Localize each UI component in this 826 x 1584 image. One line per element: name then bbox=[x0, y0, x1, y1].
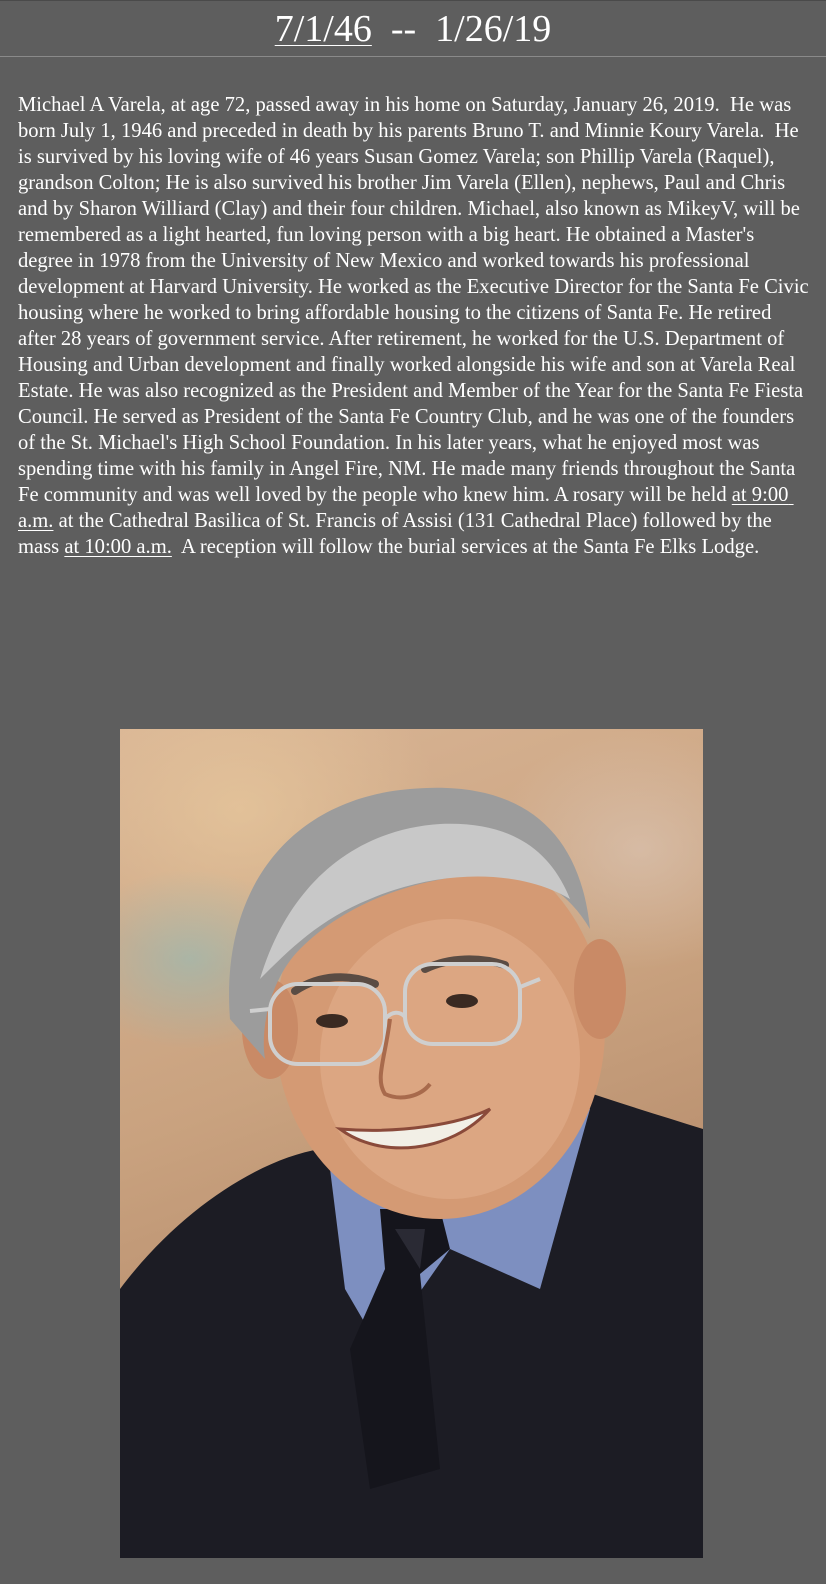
obituary-part-1: Michael A Varela, at age 72, passed away in his home on Saturday, January 26, 2019. He was born July 1, 1946 and preceded in death by his parents Bruno T. and Minnie Koury Varela. He is survived by his loving wife of 46 years Susan Gomez Varela; son Phillip Varela (Raquel), grandson Colton; He is also survived his brother Jim Varela (Ellen), nephews, Paul and Chris and by Sharon Williard (Clay) and their four children. Michael, also known as MikeyV, will be remembered as a light hearted, fun loving person with a big heart. He obtained a Master's degree in 1978 from the University of New Mexico and worked towards his professional development at Harvard University. He worked as the Executive Director for the Santa Fe Civic housing where he worked to bring affordable housing to the citizens of Santa Fe. He retired after 28 years of government service. After retirement, he worked for the U.S. Department of Housing and Urban development and finally worked alongside his wife and son at Varela Real Estate. He was also recognized as the President and Member of the Year for the Santa Fe Fiesta Council. He served as President of the Santa Fe Country Club, and he was one of the founders of the St. Michael's High School Foundation. In his later years, what he enjoyed most was spending time with his family in Angel Fire, NM. He made many friends throughout the Santa Fe community and was well loved by the people who knew him. A rosary will be held bbox=[18, 94, 814, 506]
death-date: 1/26/19 bbox=[435, 8, 552, 50]
obituary-part-2: at the Cathedral Basilica of St. Francis of Assisi (131 Cathedral Place) followed by the mass bbox=[18, 510, 777, 558]
birth-date: 7/1/46 bbox=[274, 8, 372, 50]
obituary-text bbox=[18, 92, 813, 560]
date-header bbox=[0, 0, 826, 57]
date-separator: -- bbox=[371, 8, 436, 50]
portrait-illustration bbox=[120, 729, 703, 1558]
obituary-part-3: A reception will follow the burial services at the Santa Fe Elks Lodge. bbox=[171, 536, 760, 558]
rosary-time: at 9:00 a.m. bbox=[18, 484, 794, 532]
mass-time: at 10:00 a.m. bbox=[64, 536, 172, 558]
life-dates bbox=[0, 0, 826, 64]
portrait-photo bbox=[120, 729, 703, 1558]
